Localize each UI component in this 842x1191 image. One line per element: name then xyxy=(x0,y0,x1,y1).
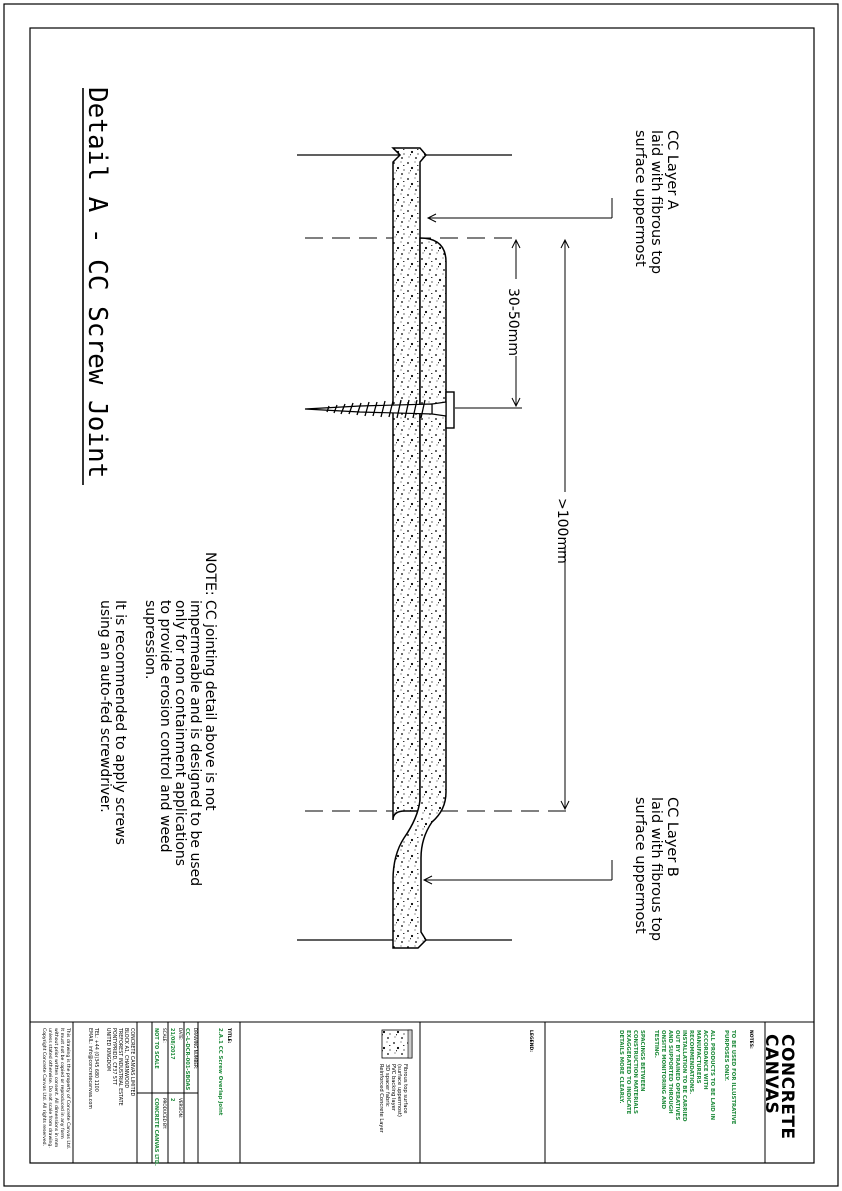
title-block-disclaimer xyxy=(41,1027,71,1149)
title-block-legend xyxy=(378,1064,408,1134)
scale-value: NOT TO SCALE xyxy=(153,1028,159,1069)
title-block-title xyxy=(217,1028,232,1116)
title-block-drawing-number xyxy=(184,1028,198,1091)
notes-heading: NOTES: xyxy=(748,1030,753,1049)
drawing-number-label: DRAWING NUMBER: xyxy=(193,1028,198,1070)
legend-item-4: 3D spacer fabric xyxy=(384,1064,390,1107)
address-line-7: TEL: +44 (0)345 680 1100 xyxy=(93,1028,98,1092)
label-layer-b xyxy=(632,797,680,941)
note-item-16: EXAGGERATED TO INDICATE xyxy=(625,1030,631,1115)
note-item-9: OUT BY TRAINED OPERATIVES xyxy=(674,1030,680,1121)
note-line-2: impermeable and is designed to be used xyxy=(187,600,203,887)
title-block-date xyxy=(169,1028,183,1060)
logo-line-2: CANVAS xyxy=(761,1034,781,1115)
disclaimer-line-5: Copyright Concrete Canvas Ltd. All rights reserved. xyxy=(41,1028,46,1147)
drawing-title-text: Detail A - CC Screw Joint xyxy=(82,87,112,479)
note-item-2: PURPOSES ONLY. xyxy=(723,1030,729,1082)
produced-label: PRODUCED BY: xyxy=(162,1098,167,1130)
title-block-address xyxy=(87,1027,135,1109)
drawing-title xyxy=(82,87,112,478)
produced-value: CONCRETE CANVAS LTD. xyxy=(153,1098,159,1166)
title-block-notes xyxy=(618,1030,736,1125)
note-item-11: ONSITE MONITORING AND xyxy=(660,1030,666,1110)
title-block-legend-heading xyxy=(528,1030,534,1052)
label-layer-a-line-3: surface uppermost xyxy=(632,130,648,267)
title-block-scale xyxy=(153,1028,167,1069)
label-layer-b-line-1: CC Layer B xyxy=(664,797,680,877)
note-line-5: supression. xyxy=(142,600,158,680)
logo-line-1: CONCRETE xyxy=(777,1034,797,1140)
note-item-15: CONSTRUCTION MATERIALS xyxy=(632,1030,638,1114)
note-item-5: ACCORDANCE WITH xyxy=(702,1030,708,1090)
date-value: 21/08/2017 xyxy=(169,1028,175,1060)
dimension-total-label: >100mm xyxy=(554,498,570,564)
title-block-notes-heading xyxy=(748,1030,754,1049)
note-block xyxy=(97,552,218,886)
note-item-4: ALL PRODUCTS TO BE LAID IN xyxy=(709,1030,715,1121)
note-item-10: AND SUPPORTED THROUGH xyxy=(667,1030,673,1114)
label-layer-b-line-3: surface uppermost xyxy=(632,797,648,934)
leader-layer-b xyxy=(424,860,612,884)
note2-line-2: using an auto-fed screwdriver. xyxy=(97,600,113,813)
leader-layer-a xyxy=(428,198,612,222)
label-layer-a-line-1: CC Layer A xyxy=(664,130,680,210)
address-line-2: BLOCK A1, CHARNWOOD xyxy=(123,1028,128,1089)
legend-item-5: Reinforced Concrete Layer xyxy=(378,1064,384,1133)
label-layer-b-line-2: laid with fibrous top xyxy=(648,797,664,942)
dimension-overlap-label: 30-50mm xyxy=(505,288,521,356)
note-item-8: INSTALLATION TO BE CARRIED xyxy=(681,1030,687,1122)
title-value: 2.A.1 CC Screw Overlap Joint xyxy=(217,1028,223,1116)
title-label: TITLE: xyxy=(226,1028,231,1044)
note2-line-1: It is recommended to apply screws xyxy=(112,600,128,845)
note-item-1: TO BE USED FOR ILLUSTRATIVE xyxy=(730,1030,736,1125)
label-layer-a-line-2: laid with fibrous top xyxy=(648,130,664,275)
address-line-4: PONTYPRIDD, CF37 5TT xyxy=(111,1028,116,1085)
note-item-6: MANUFACTURERS xyxy=(695,1030,701,1084)
note-line-4: to provide erosion control and weed xyxy=(157,600,173,853)
title-block-version xyxy=(169,1098,183,1118)
note-item-17: DETAILS MORE CLEARLY. xyxy=(618,1030,624,1104)
note-line-1: NOTE: CC jointing detail above is not xyxy=(202,552,218,811)
address-line-8: EMAIL: info@concretecanvas.com xyxy=(87,1028,92,1110)
legend-heading: LEGEND: xyxy=(528,1030,533,1053)
title-block-produced-by xyxy=(153,1098,167,1166)
legend-item-1: Fibrous top surface xyxy=(402,1064,408,1114)
logo xyxy=(761,1034,797,1140)
version-value: 2 xyxy=(169,1098,175,1102)
label-layer-a xyxy=(632,130,680,274)
legend-item-2: (surface uppermost) xyxy=(396,1064,402,1117)
note-item-12: TESTING. xyxy=(653,1030,659,1058)
scale-label: SCALE: xyxy=(162,1028,167,1043)
drawing-number-value: CC-L-DCR-001-SBOAS xyxy=(184,1028,190,1091)
legend-swatch xyxy=(382,1030,412,1058)
note-item-14: SPACINGS BETWEEN xyxy=(639,1030,645,1092)
note-line-3: only for non containment applications xyxy=(172,600,188,867)
disclaimer-line-2: It must not be copied or reproduced in any form xyxy=(59,1028,64,1139)
note-item-7: RECOMMENDATIONS. xyxy=(688,1030,694,1095)
version-label: VERSION: xyxy=(178,1098,183,1119)
address-line-1: CONCRETE CANVAS LIMITED xyxy=(129,1028,134,1097)
address-line-3: TREFOREST INDUSTRIAL ESTATE xyxy=(117,1028,122,1106)
date-label: DATE: xyxy=(178,1028,183,1041)
disclaimer-line-1: This drawing is the property of Concrete Canvas Ltd. xyxy=(65,1028,70,1150)
address-line-5: UNITED KINGDOM xyxy=(105,1028,110,1072)
disclaimer-line-4: unless stated otherwise. Do not scale from drawing. xyxy=(47,1028,52,1148)
legend-item-3: PVC backing layer xyxy=(390,1064,396,1111)
disclaimer-line-3: without prior written consent. All dimensions in mm xyxy=(53,1028,58,1148)
